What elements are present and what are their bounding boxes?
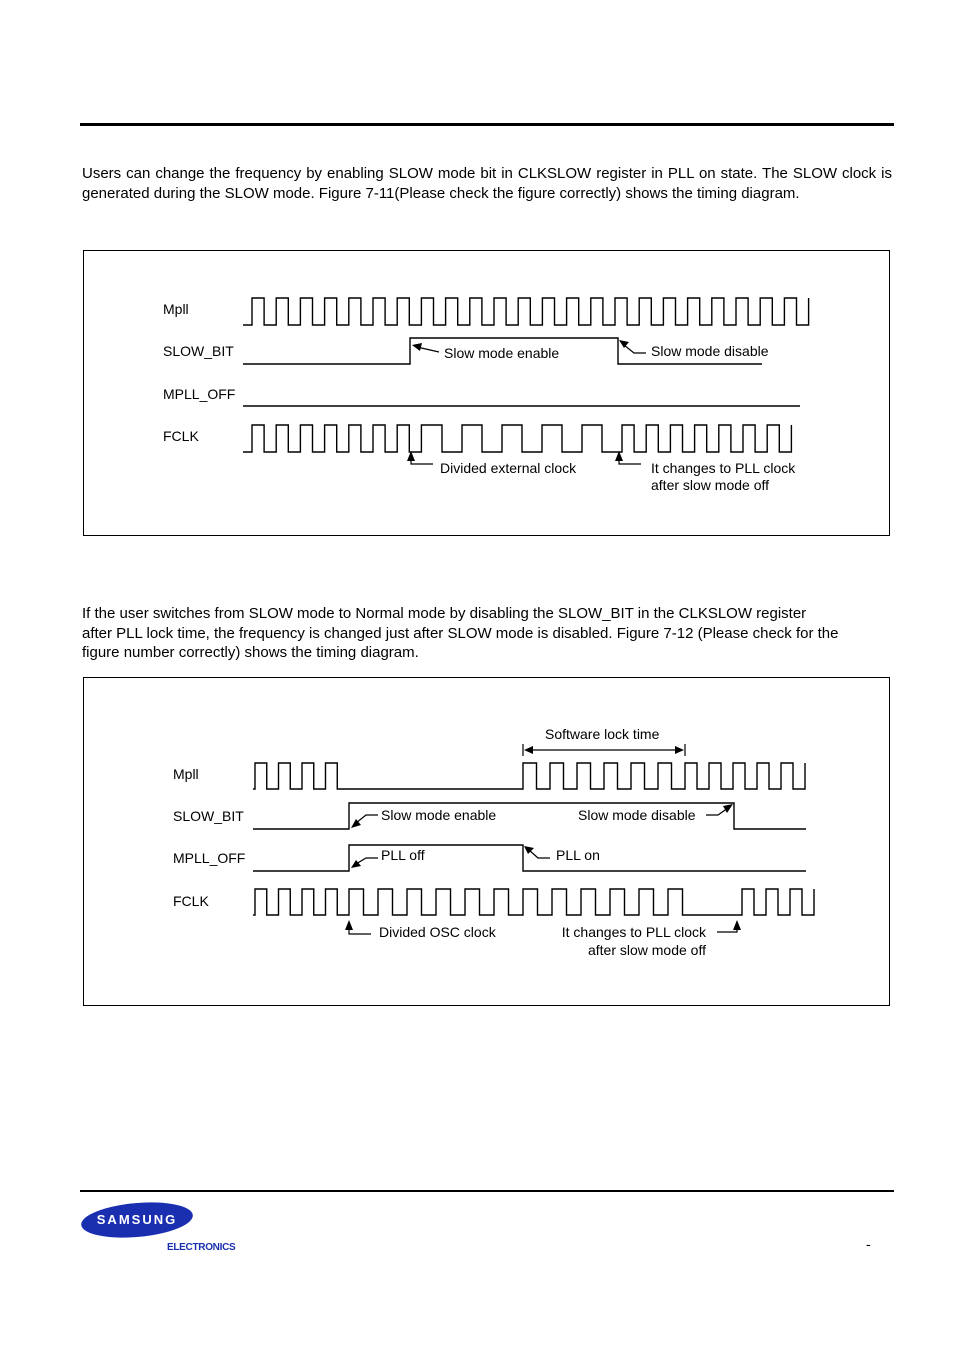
fig2-label-fclk: FCLK xyxy=(173,893,209,909)
fig1-label-slow-bit: SLOW_BIT xyxy=(163,343,234,359)
page-number: - xyxy=(866,1236,871,1252)
fig1-pll-change-label-1: It changes to PLL clock xyxy=(651,460,796,476)
samsung-logo-subtext: ELECTRONICS xyxy=(167,1242,236,1253)
fig2-pll-off-arrow xyxy=(356,858,378,864)
fig1-mpll-waveform xyxy=(243,298,809,325)
fig1-fclk-waveform xyxy=(243,425,791,452)
fig1-divided-clock-label: Divided external clock xyxy=(440,460,577,476)
fig2-pll-on-label: PLL on xyxy=(556,847,600,863)
fig2-divided-clock-label: Divided OSC clock xyxy=(379,924,496,940)
timing-diagram-1 xyxy=(83,250,890,536)
footer-rule xyxy=(80,1190,894,1192)
fig2-pll-change-label-1: It changes to PLL clock xyxy=(561,924,706,940)
paragraph-2-line-1: If the user switches from SLOW mode to Normal mode by disabling the SLOW_BIT in the CLKSLOW register xyxy=(82,605,807,622)
paragraph-2-line-3: figure number correctly) shows the timing diagram. xyxy=(82,644,419,661)
fig2-slow-enable-arrow xyxy=(356,815,378,823)
fig1-label-mpll-off: MPLL_OFF xyxy=(163,386,236,402)
samsung-logo-text: SAMSUNG xyxy=(96,1212,178,1227)
fig1-label-fclk: FCLK xyxy=(163,428,199,444)
fig2-pll-off-label: PLL off xyxy=(381,847,425,863)
fig2-lock-time-marker xyxy=(523,744,685,756)
fig2-slow-disable-arrow xyxy=(706,808,728,815)
fig2-slow-disable-label: Slow mode disable xyxy=(578,807,696,823)
paragraph-2-line-2: after PLL lock time, the frequency is changed just after SLOW mode is disabled. Figure 7-12 (Please check for the xyxy=(82,624,839,642)
fig2-pll-change-label-2: after slow mode off xyxy=(587,942,706,958)
fig1-pll-change-label-2: after slow mode off xyxy=(651,477,770,493)
fig1-label-mpll: Mpll xyxy=(163,301,189,317)
paragraph-1: Users can change the frequency by enabling SLOW mode bit in CLKSLOW register in PLL on state. The SLOW clock is generated during the SLOW mode. Figure 7-11(Please check the figure correctly) shows the timing diagram. xyxy=(82,165,892,202)
fig2-lock-time-label: Software lock time xyxy=(545,726,660,742)
samsung-logo xyxy=(80,1198,240,1259)
fig1-slow-enable-label: Slow mode enable xyxy=(444,345,560,361)
fig1-slow-disable-arrow xyxy=(624,345,646,353)
fig2-label-slow-bit: SLOW_BIT xyxy=(173,808,244,824)
fig2-pll-on-arrow xyxy=(529,850,550,858)
fig2-fclk-waveform xyxy=(253,889,814,915)
timing-diagram-2 xyxy=(83,677,890,1006)
fig2-label-mpll-off: MPLL_OFF xyxy=(173,850,246,866)
fig2-mpll-waveform xyxy=(253,763,805,789)
paragraph-2 xyxy=(82,604,892,663)
header-rule xyxy=(80,123,894,126)
fig2-slow-bit-waveform xyxy=(253,803,806,829)
fig2-label-mpll: Mpll xyxy=(173,766,199,782)
fig1-slow-disable-label: Slow mode disable xyxy=(651,343,769,359)
fig2-slow-enable-label: Slow mode enable xyxy=(381,807,497,823)
